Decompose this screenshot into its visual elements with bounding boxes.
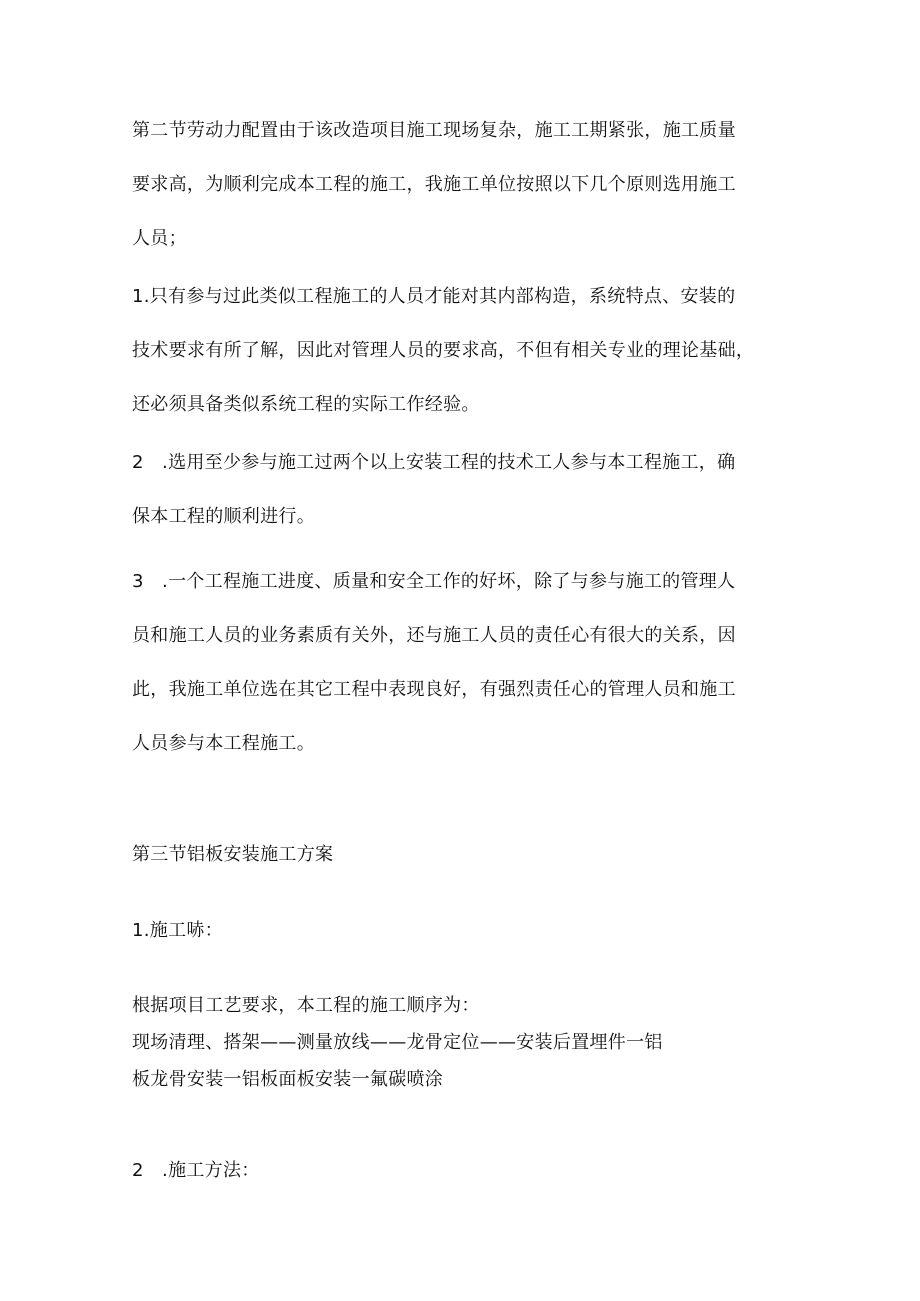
- item3-line-3: 此，我施工单位选在其它工程中表现良好，有强烈责任心的管理人员和施工: [132, 679, 736, 700]
- item1-line-1: 1.只有参与过此类似工程施工的人员才能对其内部构造，系统特点、安装的: [132, 286, 736, 307]
- section3-title-text: 第三节铝板安装施工方案: [132, 844, 334, 865]
- intro-line-2: 要求高，为顺利完成本工程的施工，我施工单位按照以下几个原则选用施工: [132, 174, 736, 195]
- intro-paragraph: [132, 104, 812, 266]
- item2-line-1: 2 .选用至少参与施工过两个以上安装工程的技术工人参与本工程施工，确: [132, 452, 736, 473]
- item3-paragraph: [132, 555, 812, 771]
- intro-line-1: 第二节劳动力配置由于该改造项目施工现场复杂，施工工期紧张，施工质量: [132, 120, 736, 141]
- sub1-title-text: 1.施工哧：: [132, 920, 223, 941]
- sub2-title-text: 2 .施工方法：: [132, 1160, 260, 1181]
- item2-line-2: 保本工程的顺利进行。: [132, 506, 315, 527]
- sequence-line-3: 板龙骨安装一铝板面板安装一氟碳喷涂: [132, 1069, 444, 1090]
- item1-line-3: 还必须具备类似系统工程的实际工作经验。: [132, 394, 480, 415]
- item3-line-4: 人员参与本工程施工。: [132, 733, 315, 754]
- item3-line-1: 3 .一个工程施工进度、质量和安全工作的好坏，除了与参与施工的管理人: [132, 571, 736, 592]
- item3-line-2: 员和施工人员的业务素质有关外，还与施工人员的责任心有很大的关系，因: [132, 625, 736, 646]
- item1-line-2: 技术要求有所了解，因此对管理人员的要求高，不但有相关专业的理论基础，: [132, 340, 755, 361]
- sub1-title: [132, 904, 812, 958]
- intro-line-3: 人员；: [132, 228, 187, 249]
- item1-paragraph: [132, 270, 812, 432]
- sequence-paragraph: [132, 987, 812, 1098]
- sequence-line-2: 现场清理、搭架——测量放线——龙骨定位——安装后置埋件一铝: [132, 1032, 663, 1053]
- item2-paragraph: [132, 436, 812, 544]
- section3-title: [132, 828, 812, 882]
- sequence-line-1: 根据项目工艺要求，本工程的施工顺序为：: [132, 995, 480, 1016]
- sub2-title: [132, 1144, 812, 1198]
